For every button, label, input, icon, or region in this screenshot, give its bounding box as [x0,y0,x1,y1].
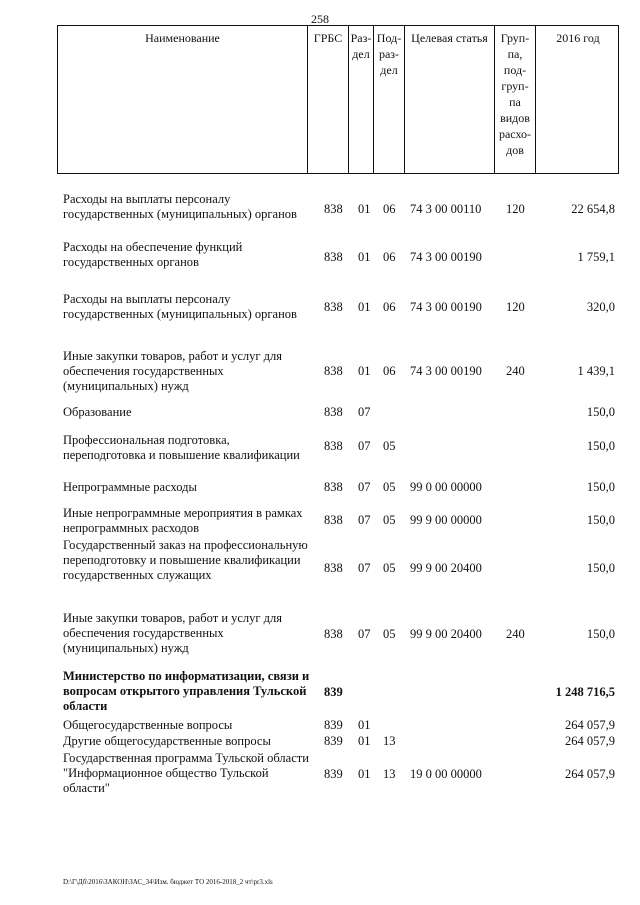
row-celevaya: 99 9 00 00000 [410,513,482,527]
row-celevaya: 74 3 00 00190 [410,364,482,378]
row-sum: 150,0 [586,439,615,453]
header-grbs: ГРБС [308,26,349,173]
row-sum: 1 759,1 [577,250,615,264]
row-grbs: 839 [324,685,343,699]
row-name: Иные закупки товаров, работ и услуг для обеспечения государственных (муниципальных) нужд [63,349,283,393]
row-sum: 264 057,9 [565,767,615,781]
row-podrazdel: 06 [383,300,396,314]
row-name: Профессиональная подготовка, переподготовка и повышение квалификации [63,433,300,462]
row-grbs: 839 [324,767,343,781]
row-grbs: 839 [324,718,343,732]
row-sum: 320,0 [586,300,615,314]
row-sum: 1 248 716,5 [555,685,615,699]
row-name: Иные закупки товаров, работ и услуг для обеспечения государственных (муниципальных) нужд [63,611,283,655]
row-sum: 150,0 [586,513,615,527]
header-name: Наименование [58,26,308,173]
row-grbs: 838 [324,513,343,527]
row-name: Расходы на выплаты персоналу государственных (муниципальных) органов [63,292,297,321]
row-celevaya: 99 9 00 20400 [410,561,482,575]
page-number: 258 [311,12,329,26]
row-podrazdel: 06 [383,202,396,216]
row-sum: 150,0 [586,480,615,494]
row-celevaya: 74 3 00 00190 [410,250,482,264]
row-razdel: 07 [358,627,371,641]
row-grbs: 838 [324,300,343,314]
row-podrazdel: 05 [383,561,396,575]
row-sum: 264 057,9 [565,734,615,748]
row-podrazdel: 06 [383,364,396,378]
row-vid: 240 [506,627,525,641]
row-vid: 120 [506,300,525,314]
row-sum: 150,0 [586,627,615,641]
row-podrazdel: 13 [383,734,396,748]
row-razdel: 07 [358,439,371,453]
row-podrazdel: 05 [383,480,396,494]
row-name: Образование [63,405,132,419]
row-name: Расходы на обеспечение функций государственных органов [63,240,243,269]
row-vid: 240 [506,364,525,378]
row-name: Иные непрограммные мероприятия в рамках непрограммных расходов [63,506,303,535]
row-podrazdel: 06 [383,250,396,264]
row-podrazdel: 05 [383,627,396,641]
row-celevaya: 99 9 00 20400 [410,627,482,641]
row-celevaya: 19 0 00 00000 [410,767,482,781]
row-grbs: 838 [324,561,343,575]
row-grbs: 838 [324,627,343,641]
row-celevaya: 74 3 00 00190 [410,300,482,314]
row-podrazdel: 05 [383,513,396,527]
row-sum: 150,0 [586,405,615,419]
row-name: Другие общегосударственные вопросы [63,734,271,748]
row-name: Государственный заказ на профессиональную переподготовку и повышение квалификации государственных служащих [63,538,308,582]
header-razdel: Раз- дел [349,26,374,173]
row-razdel: 07 [358,480,371,494]
row-razdel: 01 [358,202,371,216]
row-name: Министерство по информатизации, связи и вопросам открытого управления Тульской области [63,669,310,713]
row-grbs: 838 [324,364,343,378]
row-celevaya: 99 0 00 00000 [410,480,482,494]
row-podrazdel: 05 [383,439,396,453]
row-podrazdel: 13 [383,767,396,781]
row-razdel: 01 [358,250,371,264]
header-year: 2016 год [556,31,600,45]
row-name: Непрограммные расходы [63,480,197,494]
row-sum: 150,0 [586,561,615,575]
row-vid: 120 [506,202,525,216]
row-razdel: 07 [358,561,371,575]
row-razdel: 07 [358,405,371,419]
row-razdel: 01 [358,364,371,378]
header-celevaya: Целевая статья [405,26,495,173]
row-grbs: 838 [324,439,343,453]
row-grbs: 838 [324,202,343,216]
header-gruppa: Груп- па, под- груп- па видов расхо- дов [495,26,536,173]
row-razdel: 01 [358,300,371,314]
row-celevaya: 74 3 00 00110 [410,202,482,216]
row-razdel: 01 [358,718,371,732]
row-sum: 1 439,1 [577,364,615,378]
row-razdel: 01 [358,767,371,781]
table-header [57,25,619,174]
row-sum: 22 654,8 [571,202,615,216]
header-podrazdel: Под- раз- дел [374,26,405,173]
row-grbs: 838 [324,405,343,419]
row-grbs: 838 [324,480,343,494]
row-sum: 264 057,9 [565,718,615,732]
row-name: Расходы на выплаты персоналу государственных (муниципальных) органов [63,192,297,221]
row-grbs: 838 [324,250,343,264]
row-name: Государственная программа Тульской области "Информационное общество Тульской области" [63,751,309,795]
row-name: Общегосударственные вопросы [63,718,233,732]
row-razdel: 01 [358,734,371,748]
file-path-footer: D:\Г\Дб\2016\ЗАКОН\ЗАС_34\Изм. бюджет ТО 2016-2018_2 чт\рr3.xls [63,878,273,886]
row-razdel: 07 [358,513,371,527]
row-grbs: 839 [324,734,343,748]
